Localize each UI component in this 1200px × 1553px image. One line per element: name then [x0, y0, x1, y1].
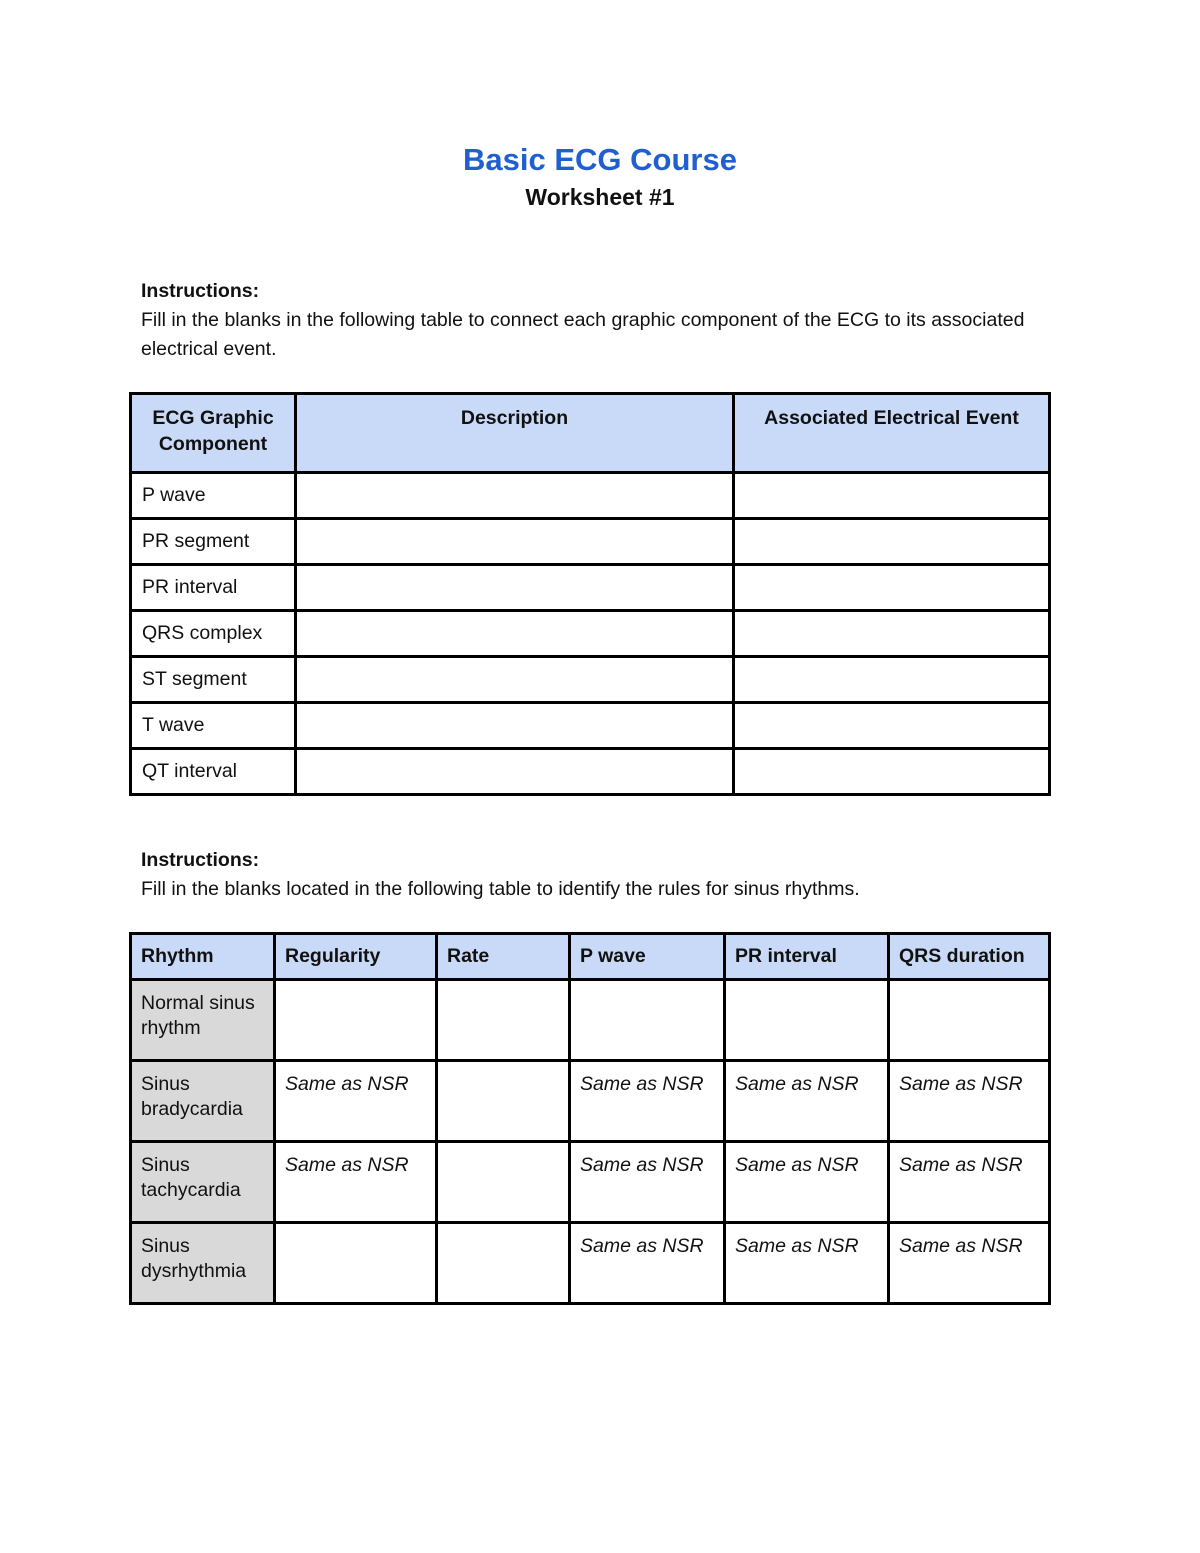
table-row: [131, 657, 1050, 703]
electrical-event-blank[interactable]: [734, 611, 1050, 657]
table-header-row: [131, 394, 1050, 473]
pr-interval-cell: Same as NSR: [725, 1061, 889, 1142]
electrical-event-blank[interactable]: [734, 519, 1050, 565]
electrical-event-blank[interactable]: [734, 473, 1050, 519]
regularity-cell[interactable]: [275, 980, 437, 1061]
table-row: [131, 703, 1050, 749]
qrs-duration-cell[interactable]: [889, 980, 1050, 1061]
header-qrs-duration: QRS duration: [889, 934, 1050, 980]
instructions-text: Fill in the blanks located in the following table to identify the rules for sinus rhythms.: [141, 878, 860, 900]
electrical-event-blank[interactable]: [734, 703, 1050, 749]
header-associated-electrical-event: Associated Electrical Event: [734, 394, 1050, 473]
rhythm-cell: Sinus bradycardia: [131, 1061, 275, 1142]
header-rhythm: Rhythm: [131, 934, 275, 980]
rhythm-cell: Normal sinus rhythm: [131, 980, 275, 1061]
instructions-text: Fill in the blanks in the following table to connect each graphic component of the ECG to its associated electrical event.: [141, 309, 1025, 360]
header-p-wave: P wave: [570, 934, 725, 980]
p-wave-cell: Same as NSR: [570, 1223, 725, 1304]
qrs-duration-cell: Same as NSR: [889, 1061, 1050, 1142]
description-blank[interactable]: [296, 519, 734, 565]
electrical-event-blank[interactable]: [734, 749, 1050, 795]
p-wave-cell[interactable]: [570, 980, 725, 1061]
description-blank[interactable]: [296, 703, 734, 749]
table-row: [131, 1142, 1050, 1223]
electrical-event-blank[interactable]: [734, 657, 1050, 703]
component-cell: PR segment: [131, 519, 296, 565]
page-title: Basic ECG Course: [463, 142, 737, 177]
header-regularity: Regularity: [275, 934, 437, 980]
component-cell: QT interval: [131, 749, 296, 795]
table-row: [131, 749, 1050, 795]
header-description: Description: [296, 394, 734, 473]
description-blank[interactable]: [296, 473, 734, 519]
table-row: [131, 565, 1050, 611]
rate-cell[interactable]: [437, 1142, 570, 1223]
description-blank[interactable]: [296, 611, 734, 657]
sinus-rhythms-table: [129, 932, 1051, 1305]
rhythm-cell: Sinus dysrhythmia: [131, 1223, 275, 1304]
table-header-row: [131, 934, 1050, 980]
header-ecg-graphic-component: ECG Graphic Component: [131, 394, 296, 473]
rate-cell[interactable]: [437, 980, 570, 1061]
instructions-label: Instructions:: [141, 280, 260, 302]
rate-cell[interactable]: [437, 1223, 570, 1304]
ecg-components-table: [129, 392, 1051, 796]
component-cell: ST segment: [131, 657, 296, 703]
header-pr-interval: PR interval: [725, 934, 889, 980]
table-row: [131, 519, 1050, 565]
regularity-cell: Same as NSR: [275, 1061, 437, 1142]
pr-interval-cell[interactable]: [725, 980, 889, 1061]
electrical-event-blank[interactable]: [734, 565, 1050, 611]
qrs-duration-cell: Same as NSR: [889, 1223, 1050, 1304]
component-cell: P wave: [131, 473, 296, 519]
p-wave-cell: Same as NSR: [570, 1142, 725, 1223]
page-subtitle: Worksheet #1: [525, 184, 675, 210]
regularity-cell[interactable]: [275, 1223, 437, 1304]
header-rate: Rate: [437, 934, 570, 980]
description-blank[interactable]: [296, 749, 734, 795]
regularity-cell: Same as NSR: [275, 1142, 437, 1223]
component-cell: T wave: [131, 703, 296, 749]
table-row: [131, 473, 1050, 519]
table-row: [131, 1061, 1050, 1142]
table-row: [131, 980, 1050, 1061]
rate-cell[interactable]: [437, 1061, 570, 1142]
pr-interval-cell: Same as NSR: [725, 1142, 889, 1223]
table-row: [131, 611, 1050, 657]
p-wave-cell: Same as NSR: [570, 1061, 725, 1142]
description-blank[interactable]: [296, 657, 734, 703]
rhythm-cell: Sinus tachycardia: [131, 1142, 275, 1223]
component-cell: QRS complex: [131, 611, 296, 657]
description-blank[interactable]: [296, 565, 734, 611]
instructions-1: [141, 277, 1041, 364]
instructions-2: [141, 846, 1041, 904]
table-row: [131, 1223, 1050, 1304]
component-cell: PR interval: [131, 565, 296, 611]
qrs-duration-cell: Same as NSR: [889, 1142, 1050, 1223]
pr-interval-cell: Same as NSR: [725, 1223, 889, 1304]
instructions-label: Instructions:: [141, 849, 260, 871]
